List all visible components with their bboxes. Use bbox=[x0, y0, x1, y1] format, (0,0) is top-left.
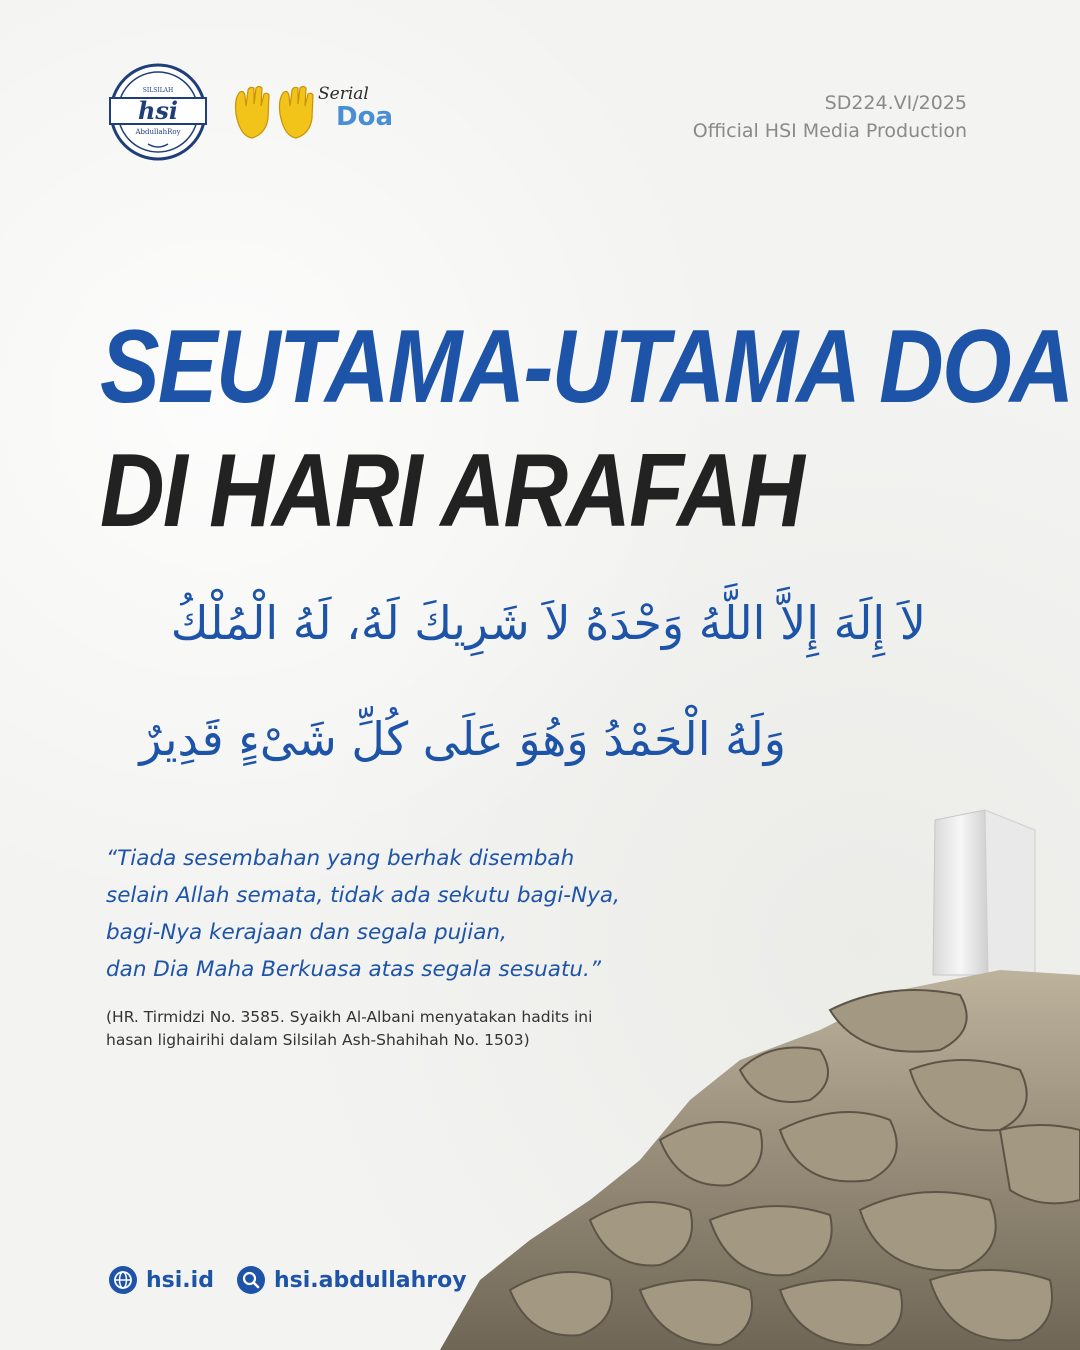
translation-line-1: “Tiada sesembahan yang berhak disembah bbox=[106, 846, 575, 871]
translation-line-3: bagi-Nya kerajaan dan segala pujian, bbox=[106, 920, 507, 945]
post-code: SD224.VI/2025 bbox=[824, 92, 967, 114]
website-link[interactable] bbox=[108, 1265, 214, 1295]
series-name: Doa bbox=[336, 102, 393, 132]
production-info bbox=[693, 89, 967, 145]
title-line-1: SEUTAMA-UTAMA DOA bbox=[100, 309, 1073, 425]
logo-main: hsi bbox=[137, 96, 179, 125]
logo-small-top: SILSILAH bbox=[142, 87, 174, 94]
social-label: hsi.abdullahroy bbox=[274, 1267, 467, 1293]
logo-bottom: AbdullahRoy bbox=[135, 128, 181, 136]
website-label: hsi.id bbox=[146, 1267, 214, 1293]
arabic-line-2: وَلَهُ الْحَمْدُ وَهُوَ عَلَى كُلِّ شَىْءٍ قَدِيرٌ bbox=[139, 712, 786, 766]
hadith-reference bbox=[106, 1006, 592, 1052]
reference-line-1: (HR. Tirmidzi No. 3585. Syaikh Al-Albani menyatakan hadits ini bbox=[106, 1008, 593, 1026]
production-label: Official HSI Media Production bbox=[692, 120, 967, 142]
social-handle[interactable] bbox=[236, 1265, 467, 1295]
globe-icon bbox=[108, 1265, 138, 1295]
hsi-logo-emblem bbox=[108, 62, 208, 162]
search-icon bbox=[236, 1265, 266, 1295]
title-line-2: DI HARI ARAFAH bbox=[100, 433, 804, 549]
translation-line-4: dan Dia Maha Berkuasa atas segala sesuatu.” bbox=[106, 957, 601, 982]
reference-line-2: hasan lighairihi dalam Silsilah Ash-Shahihah No. 1503) bbox=[106, 1031, 530, 1049]
serial-doa-logo bbox=[230, 84, 400, 144]
series-label: Serial bbox=[318, 84, 369, 104]
translation-line-2: selain Allah semata, tidak ada sekutu bagi-Nya, bbox=[106, 883, 620, 908]
translation-text bbox=[106, 840, 620, 988]
arabic-line-1: لاَ إِلَهَ إِلاَّ اللَّهُ وَحْدَهُ لاَ شَرِيكَ لَهُ، لَهُ الْمُلْكُ bbox=[170, 596, 926, 650]
praying-hands-icon bbox=[230, 84, 322, 142]
